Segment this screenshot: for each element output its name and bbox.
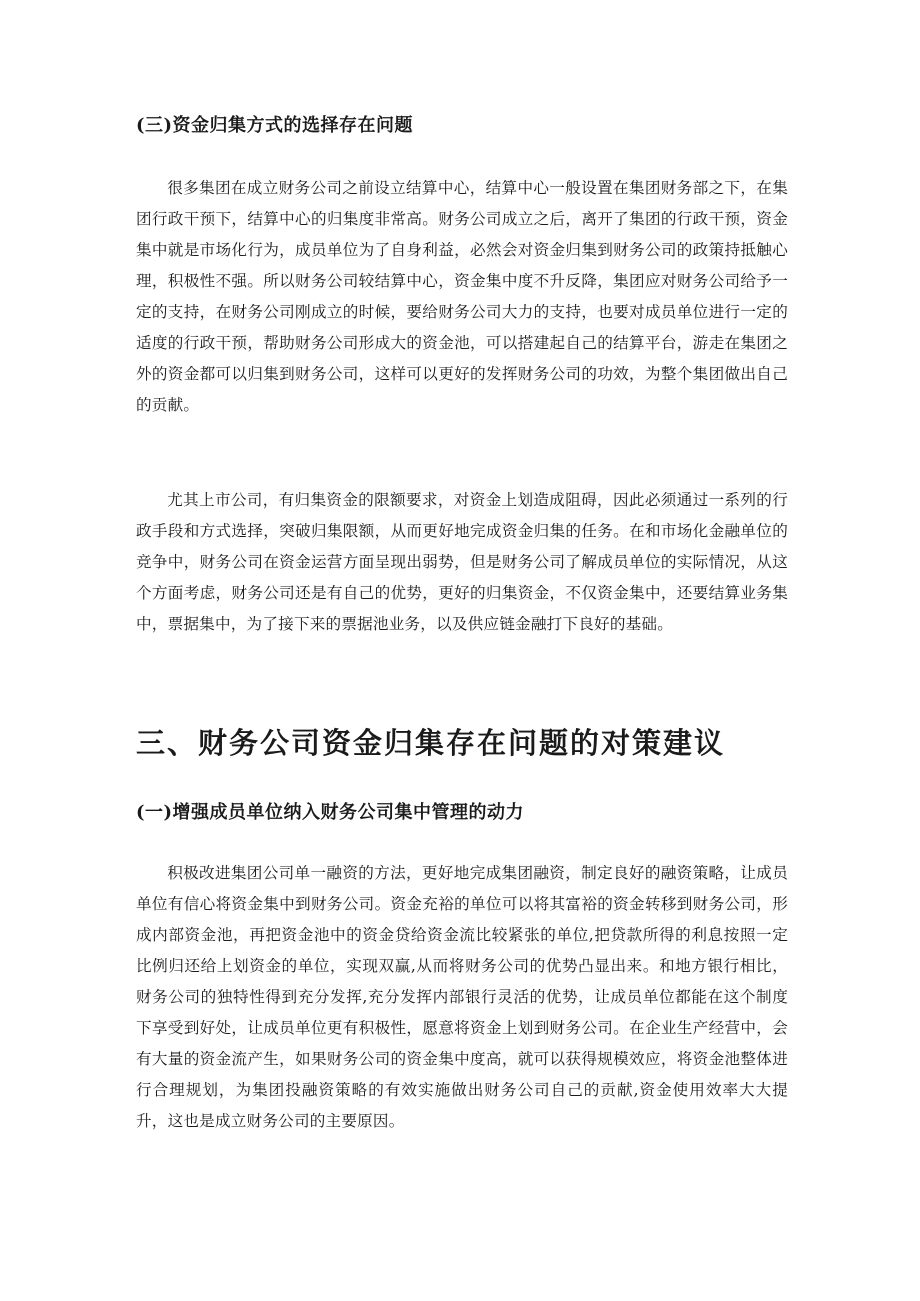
paragraph-financing-improvement: 积极改进集团公司单一融资的方法，更好地完成集团融资，制定良好的融资策略，让成员单位有信心将资金集中到财务公司。资金充裕的单位可以将其富裕的资金转移到财务公司，形成内部资金池，再把资金池中的资金贷给资金流比较紧张的单位,把贷款所得的利息按照一定比例归还给上划资金的单位，实现双赢,从而将财务公司的优势凸显出来。和地方银行相比，财务公司的独特性得到充分发挥,充分发挥内部银行灵活的优势，让成员单位都能在这个制度下享受到好处，让成员单位更有积极性，愿意将资金上划到财务公司。在企业生产经营中，会有大量的资金流产生，如果财务公司的资金集中度高，就可以获得规模效应，将资金池整体进行合理规划，为集团投融资策略的有效实施做出财务公司自己的贡献,资金使用效率大大提升，这也是成立财务公司的主要原因。 — [136, 864, 788, 1130]
subheading-funding-method-issue: (三)资金归集方式的选择存在问题 — [136, 115, 414, 136]
paragraph-settlement-center: 很多集团在成立财务公司之前设立结算中心，结算中心一般设置在集团财务部之下，在集团行政干预下，结算中心的归集度非常高。财务公司成立之后，离开了集团的行政干预，资金集中就是市场化行为，成员单位为了自身利益，必然会对资金归集到财务公司的政策持抵触心理，积极性不强。所以财务公司较结算中心，资金集中度不升反降，集团应对财务公司给予一定的支持，在财务公司刚成立的时候，要给财务公司大力的支持，也要对成员单位进行一定的适度的行政干预，帮助财务公司形成大的资金池，可以搭建起自己的结算平台，游走在集团之外的资金都可以归集到财务公司，这样可以更好的发挥财务公司的功效，为整个集团做出自己的贡献。 — [136, 179, 788, 414]
section-title-countermeasures: 三、财务公司资金归集存在问题的对策建议 — [136, 726, 726, 760]
subheading-member-motivation: (一)增强成员单位纳入财务公司集中管理的动力 — [136, 802, 525, 823]
paragraph-listed-companies: 尤其上市公司，有归集资金的限额要求，对资金上划造成阻碍，因此必须通过一系列的行政手段和方式选择，突破归集限额，从而更好地完成资金归集的任务。在和市场化金融单位的竞争中，财务公司在资金运营方面呈现出弱势，但是财务公司了解成员单位的实际情况，从这个方面考虑，财务公司还是有自己的优势，更好的归集资金，不仅资金集中，还要结算业务集中，票据集中，为了接下来的票据池业务，以及供应链金融打下良好的基础。 — [136, 491, 788, 633]
